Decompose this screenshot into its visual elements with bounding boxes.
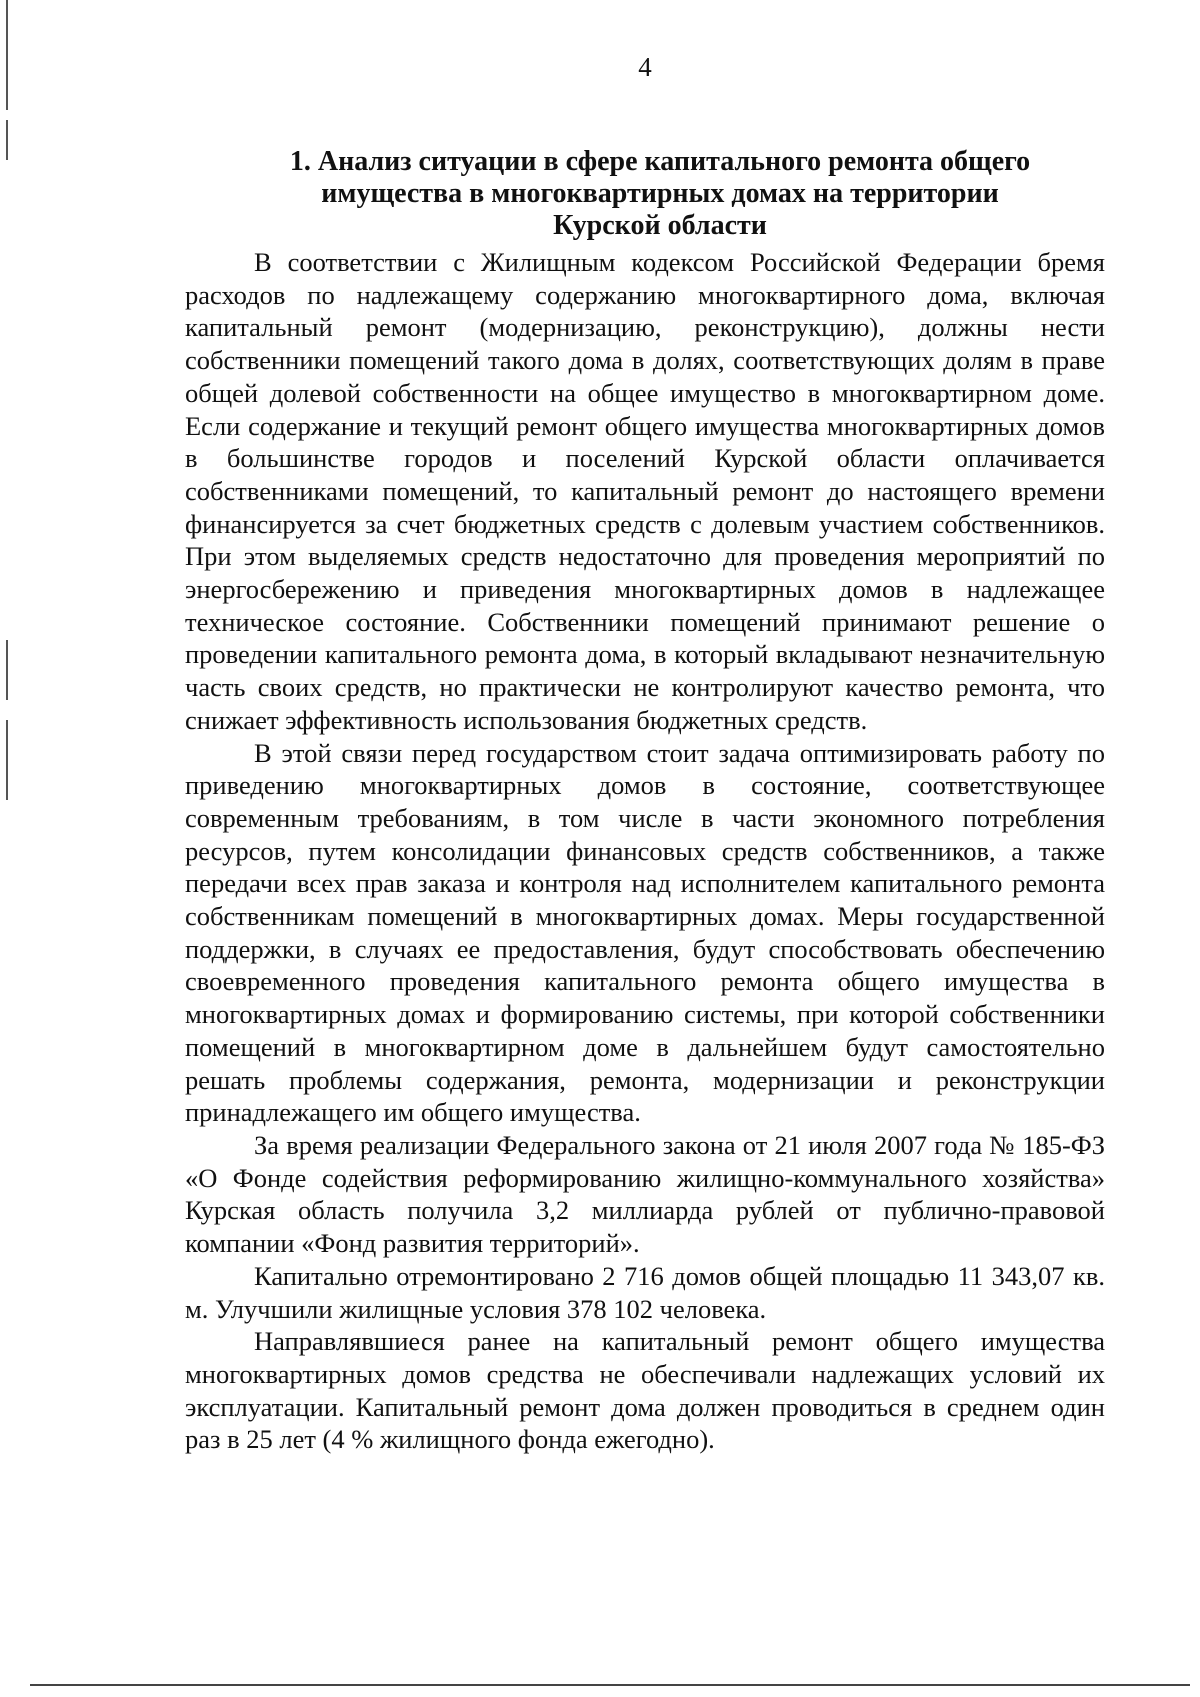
section-heading-line: имущества в многоквартирных домах на территории — [321, 178, 999, 209]
document-body — [185, 246, 1105, 1456]
scan-edge-mark — [6, 720, 8, 800]
section-heading-line: Курской области — [553, 210, 767, 241]
scan-edge-mark — [6, 640, 8, 700]
paragraph: Направлявшиеся ранее на капитальный ремонт общего имущества многоквартирных домов средства не обеспечивали надлежащих условий их эксплуатации. Капитальный ремонт дома должен проводиться в среднем один раз в 25 лет (4 % жилищного фонда ежегодно). — [185, 1326, 1105, 1455]
paragraph: В соответствии с Жилищным кодексом Российской Федерации бремя расходов по надлежащему содержанию многоквартирного дома, включая капитальный ремонт (модернизацию, реконструкцию), должны нести собственники помещений такого дома в долях, соответствующих долям в праве общей долевой собственности на общее имущество в многоквартирном доме. Если содержание и текущий ремонт общего имущества многоквартирных домов в большинстве городов и поселений Курской области оплачивается собственниками помещений, то капитальный ремонт до настоящего времени финансируется за счет бюджетных средств с долевым участием собственников. При этом выделяемых средств недостаточно для проведения мероприятий по энергосбережению и приведения многоквартирных домов в надлежащее техническое состояние. Собственники помещений принимают решение о проведении капитального ремонта дома, в который вкладывают незначительную часть своих средств, но практически не контролируют качество ремонта, что снижает эффективность использования бюджетных средств. — [185, 247, 1105, 735]
scan-bottom-edge — [30, 1684, 1190, 1686]
paragraph: За время реализации Федерального закона от 21 июля 2007 года № 185-ФЗ «О Фонде содействия реформированию жилищно-коммунального хозяйства» Курская область получила 3,2 миллиарда рублей от публично-правовой компании «Фонд развития территорий». — [185, 1129, 1105, 1259]
paragraph: В этой связи перед государством стоит задача оптимизировать работу по приведению многоквартирных домов в состояние, соответствующее современным требованиям, в том числе в части экономного потребления ресурсов, путем консолидации финансовых средств собственников, а также передачи всех прав заказа и контроля над исполнителем капитального ремонта собственникам помещений в многоквартирных домах. Меры государственной поддержки, в случаях ее предоставления, будут способствовать обеспечению своевременного проведения капитального ремонта общего имущества в многоквартирных домах и формированию системы, при которой собственники помещений в многоквартирном доме в дальнейшем будут самостоятельно решать проблемы содержания, ремонта, модернизации и реконструкции принадлежащего им общего имущества. — [185, 737, 1105, 1128]
scan-edge-mark — [6, 120, 8, 160]
section-heading — [260, 146, 1060, 242]
section-heading-line: 1. Анализ ситуации в сфере капитального ремонта общего — [289, 146, 1031, 177]
paragraph: Капитально отремонтировано 2 716 домов общей площадью 11 343,07 кв. м. Улучшили жилищные условия 378 102 человека. — [185, 1260, 1105, 1324]
page-number: 4 — [638, 52, 652, 82]
